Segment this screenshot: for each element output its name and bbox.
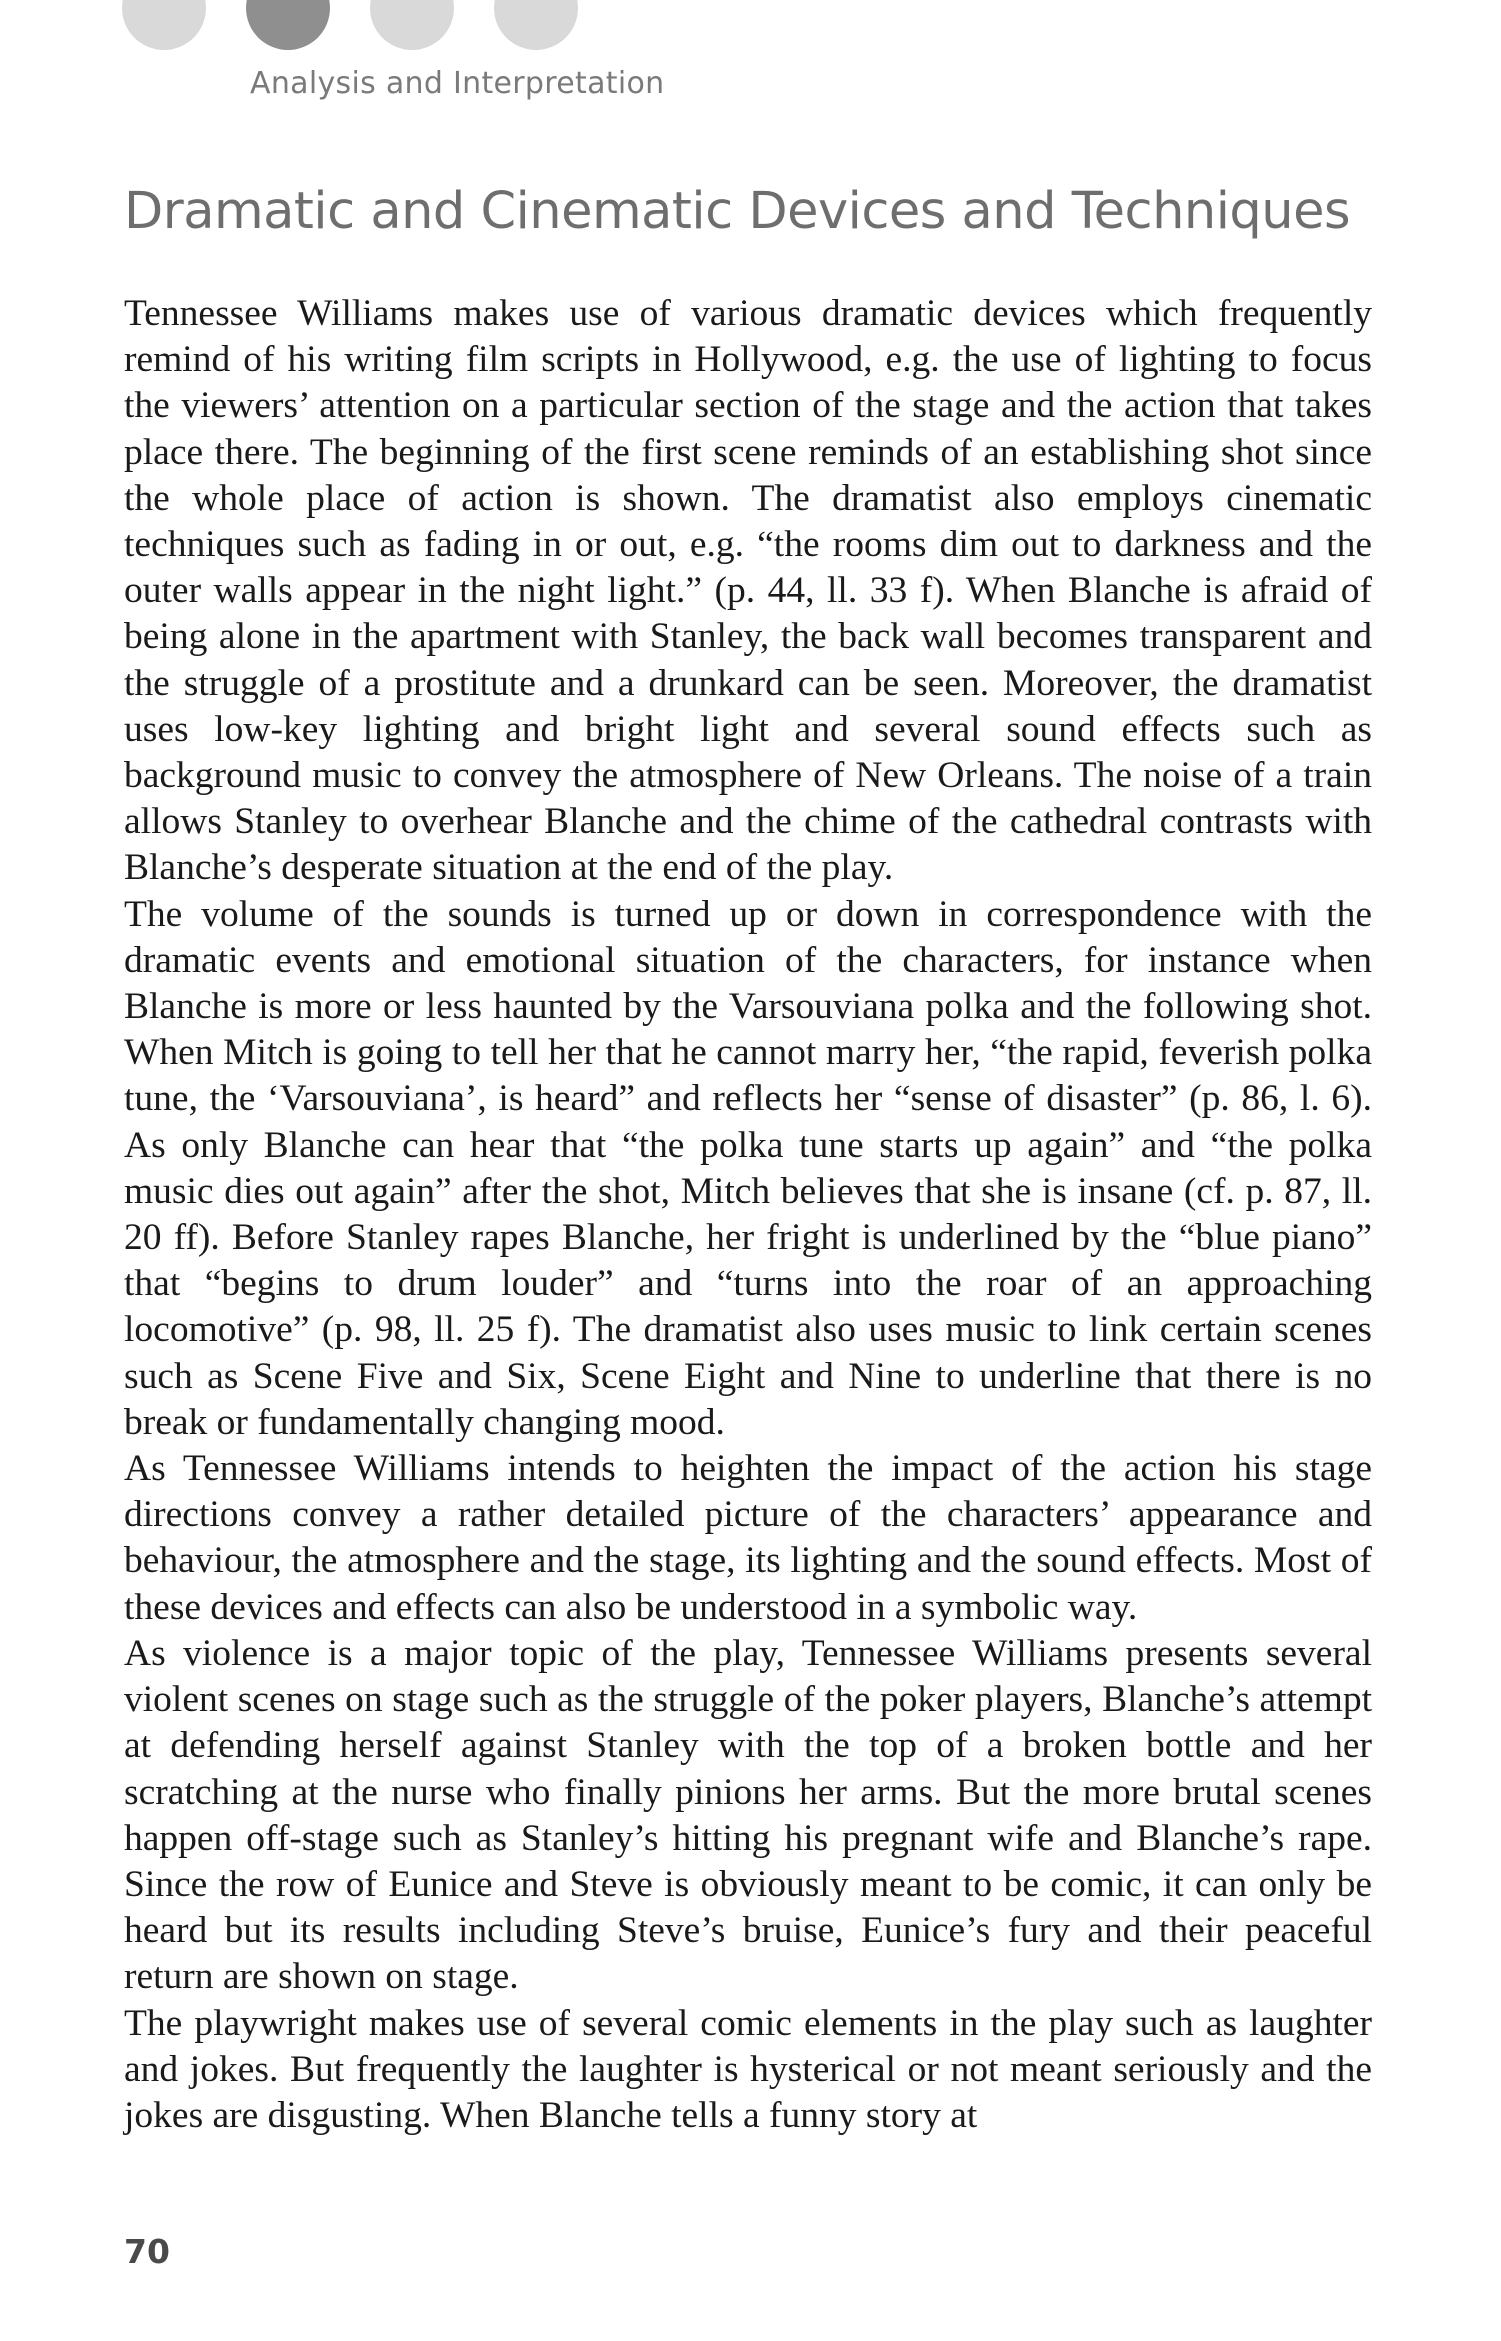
tab-dot xyxy=(122,0,206,50)
running-header: Analysis and Interpretation xyxy=(250,66,665,101)
paragraph: The playwright makes use of several comic elements in the play such as laughter and jokes. But frequently the laughter is hysterical or not meant seriously and the jokes are disgusting. When Blanche tells a funny story at xyxy=(124,2002,1372,2136)
chapter-title: Dramatic and Cinematic Devices and Techniques xyxy=(124,182,1351,241)
paragraph: The volume of the sounds is turned up or down in correspondence with the dramatic events and emotional situation of the characters, for instance when Blanche is more or less haunted by the Varsouviana polka and the following shot. When Mitch is going to tell her that he cannot marry her, “the rapid, feverish polka tune, the ‘Varsouviana’, is heard” and reflects her “sense of disaster” (p. 86, l. 6). As only Blanche can hear that “the polka tune starts up again” and “the polka music dies out again” after the shot, Mitch believes that she is insane (cf. p. 87, ll. 20 ff). Before Stanley rapes Blanche, her fright is underlined by the “blue piano” that “begins to drum louder” and “turns into the roar of an approaching locomotive” (p. 98, ll. 25 f). The dramatist also uses music to link certain scenes such as Scene Five and Six, Scene Eight and Nine to underline that there is no break or fundamentally changing mood. xyxy=(124,893,1372,1443)
paragraph: As violence is a major topic of the play, Tennessee Williams presents several violent scenes on stage such as the struggle of the poker players, Blanche’s attempt at defending herself against Stanley with the top of a broken bottle and her scratching at the nurse who finally pinions her arms. But the more brutal scenes happen off-stage such as Stanley’s hitting his pregnant wife and Blanche’s rape. Since the row of Eunice and Steve is obviously meant to be comic, it can only be heard but its results including Steve’s bruise, Eunice’s fury and their peaceful return are shown on stage. xyxy=(124,1632,1372,1998)
paragraph: As Tennessee Williams intends to heighten the impact of the action his stage directions convey a rather detailed picture of the characters’ appearance and behaviour, the atmosphere and the stage, its lighting and the sound effects. Most of these devices and effects can also be understood in a symbolic way. xyxy=(124,1448,1372,1628)
body-text xyxy=(124,291,1372,2139)
page-number: 70 xyxy=(124,2232,170,2271)
tab-dot xyxy=(494,0,578,50)
tab-dot xyxy=(370,0,454,50)
paragraph: Tennessee Williams makes use of various dramatic devices which frequently remind of his writing film scripts in Hollywood, e.g. the use of lighting to focus the viewers’ attention on a particular section of the stage and the action that takes place there. The beginning of the first scene reminds of an establishing shot since the whole place of action is shown. The dramatist also employs cinematic techniques such as fading in or out, e.g. “the rooms dim out to darkness and the outer walls appear in the night light.” (p. 44, ll. 33 f). When Blanche is afraid of being alone in the apartment with Stanley, the back wall becomes transparent and the struggle of a prostitute and a drunkard can be seen. Moreover, the dramatist uses low-key lighting and bright light and several sound effects such as background music to convey the atmosphere of New Orleans. The noise of a train allows Stanley to overhear Blanche and the chime of the cathedral contrasts with Blanche’s desperate situation at the end of the play. xyxy=(124,293,1372,889)
tab-dot-active xyxy=(246,0,330,50)
chapter-tab-dots xyxy=(122,0,582,50)
